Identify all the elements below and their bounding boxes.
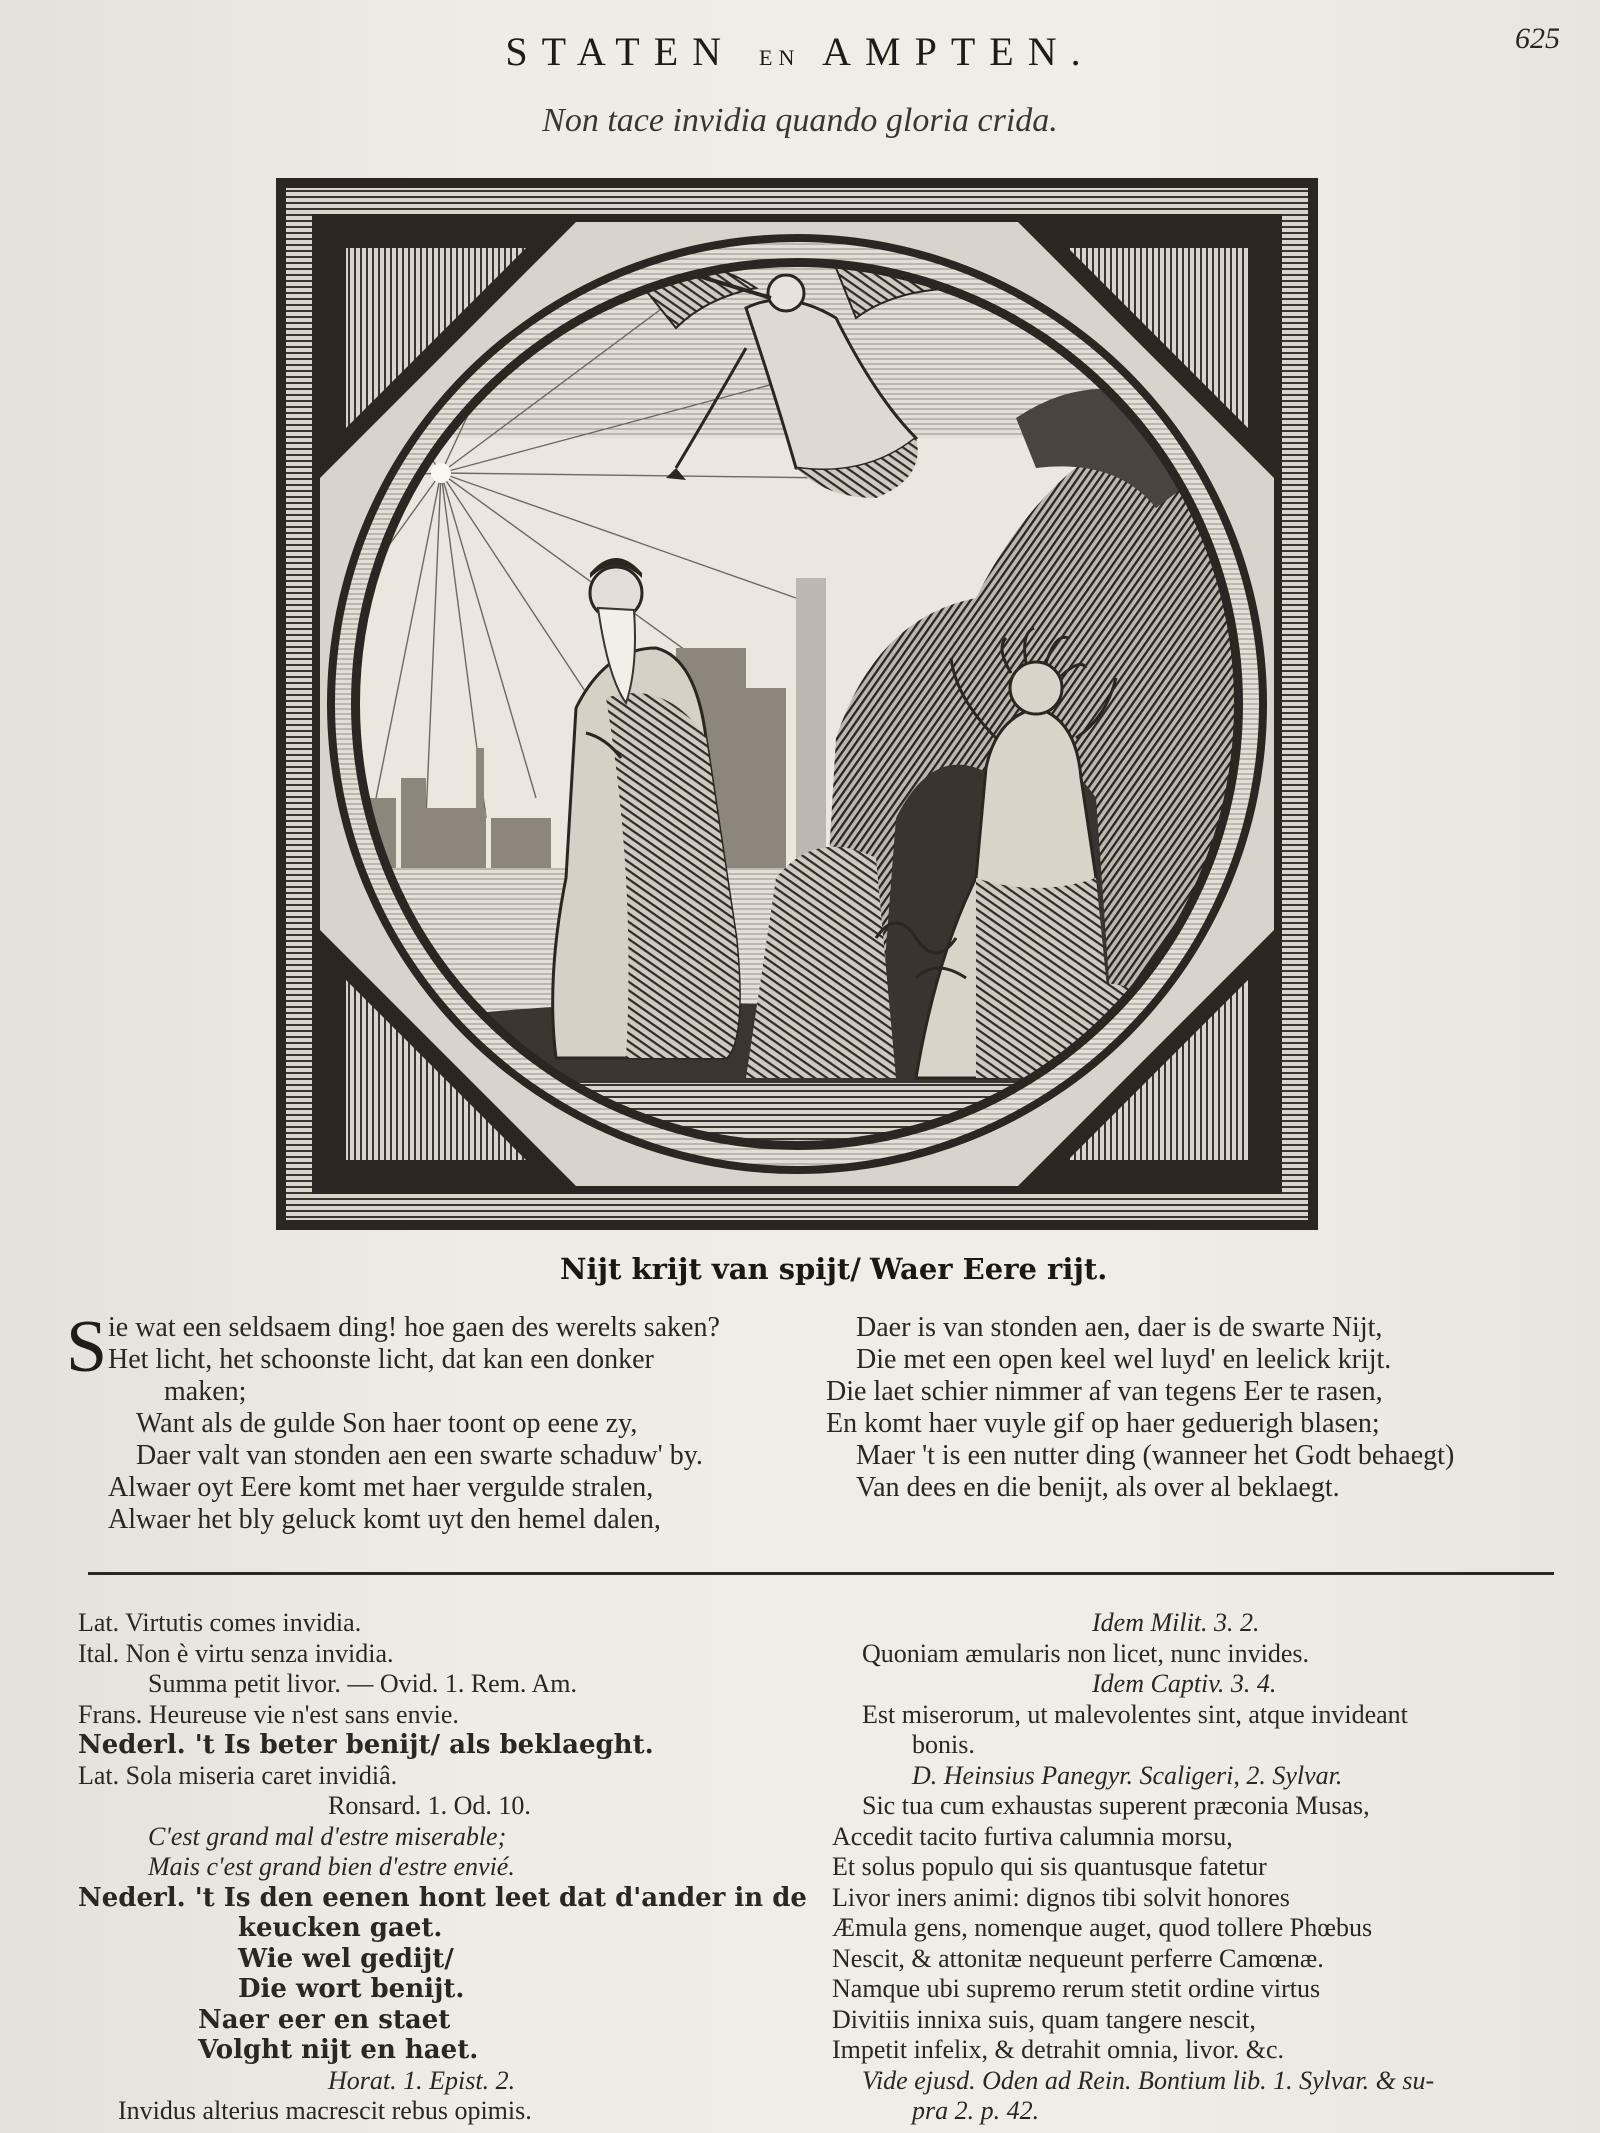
verse-right-line: Die met een open keel wel luyd' en leelick krijt. <box>856 1344 1392 1375</box>
verse-right-line: Van dees en die benijt, als over al beklaegt. <box>856 1472 1340 1503</box>
notes-right-line: Vide ejusd. Oden ad Rein. Bontium lib. 1. Sylvar. & su- <box>862 2065 1435 2095</box>
running-head-mid: EN <box>759 45 801 70</box>
verse-left-line: Alwaer oyt Eere komt met haer vergulde stralen, <box>108 1472 654 1503</box>
notes-left-line: Invidus alterius macrescit rebus opimis. <box>118 2096 532 2125</box>
notes-left-line: Frans. Heureuse vie n'est sans envie. <box>78 1699 459 1729</box>
running-head-right: AMPTEN. <box>822 29 1095 74</box>
notes-right-line: Est miserorum, ut malevolentes sint, atque invideant <box>862 1699 1408 1729</box>
page-number: 625 <box>1515 22 1560 55</box>
notes-right-column <box>832 1608 1572 2127</box>
notes-left-line: Volght nijt en haet. <box>198 2035 479 2065</box>
notes-right-line: Æmula gens, nomenque auget, quod tollere Phœbus <box>832 1913 1373 1942</box>
notes-right-line: pra 2. p. 42. <box>912 2096 1040 2125</box>
verse-left-line: Want als de gulde Son haer toont op eene zy, <box>136 1408 638 1439</box>
notes-right-line: Et solus populo qui sis quantusque fatetur <box>832 1852 1267 1881</box>
emblem-engraving-icon <box>276 178 1318 1230</box>
notes-left-line: Wie wel gedijt/ <box>238 1943 454 1974</box>
notes-right-line: Idem Captiv. 3. 4. <box>1092 1669 1277 1698</box>
verse-right-line: Maer 't is een nutter ding (wanneer het Godt behaegt) <box>856 1440 1455 1471</box>
notes-right-line: Sic tua cum exhaustas superent præconia Musas, <box>862 1791 1370 1820</box>
motto: Non tace invidia quando gloria crida. <box>542 102 1058 139</box>
verse-left-line: Daer valt van stonden aen een swarte schaduw' by. <box>136 1440 703 1471</box>
verse-right-line: Daer is van stonden aen, daer is de swarte Nijt, <box>856 1312 1383 1343</box>
running-head <box>0 28 1600 75</box>
verse-right-column <box>826 1312 1566 1504</box>
notes-right-line: Quoniam æmularis non licet, nunc invides. <box>862 1638 1309 1668</box>
notes-right-line: Accedit tacito furtiva calumnia morsu, <box>832 1821 1233 1851</box>
notes-left-line: Die wort benijt. <box>238 1974 465 2004</box>
notes-right-line: Impetit infelix, & detrahit omnia, livor. &c. <box>832 2035 1285 2064</box>
verse-right-line: Die laet schier nimmer af van tegens Eer te rasen, <box>826 1376 1383 1407</box>
notes-left-line: Lat. Virtutis comes invidia. <box>78 1608 362 1637</box>
caption-left: Nijt krijt van spijt/ <box>560 1252 861 1286</box>
notes-right-line: D. Heinsius Panegyr. Scaligeri, 2. Sylvar. <box>912 1760 1343 1790</box>
notes-left-line: Ital. Non è virtu senza invidia. <box>78 1638 394 1668</box>
notes-left-line: Naer eer en staet <box>198 2004 451 2035</box>
notes-left-line: Summa petit livor. — Ovid. 1. Rem. Am. <box>148 1669 577 1698</box>
notes-left-line: Mais c'est grand bien d'estre envié. <box>148 1852 515 1881</box>
notes-right-line: Livor iners animi: dignos tibi solvit honores <box>832 1882 1290 1912</box>
verse-left-column <box>108 1312 808 1536</box>
notes-left-line: Nederl. 't Is beter benijt/ als beklaeght. <box>78 1730 654 1760</box>
notes-left-line: Ronsard. 1. Od. 10. <box>328 1791 531 1820</box>
notes-left-line: keucken gaet. <box>238 1913 443 1943</box>
caption-right: Waer Eere rijt. <box>870 1252 1108 1286</box>
verse-left-line: Alwaer het bly geluck komt uyt den hemel dalen, <box>108 1504 661 1535</box>
notes-right-line: Idem Milit. 3. 2. <box>1092 1608 1260 1637</box>
notes-left-line: Horat. 1. Epist. 2. <box>328 2065 516 2095</box>
notes-right-line: Nescit, & attonitæ nequeunt perferre Camœnæ. <box>832 1943 1324 1973</box>
notes-left-line: C'est grand mal d'estre miserable; <box>148 1821 507 1851</box>
notes-right-line: bonis. <box>912 1730 975 1759</box>
drop-cap: S <box>66 1306 108 1388</box>
notes-left-line: Nederl. 't Is den eenen hont leet dat d'ander in de <box>78 1882 807 1913</box>
verse-left-line: ie wat een seldsaem ding! hoe gaen des werelts saken? <box>108 1312 720 1343</box>
notes-left-column <box>78 1608 818 2127</box>
notes-right-line: Divitiis innixa suis, quam tangere nescit, <box>832 2004 1256 2034</box>
emblem-caption <box>0 1252 1600 1292</box>
notes-left-line: Lat. Sola miseria caret invidiâ. <box>78 1760 398 1790</box>
verse-left-line: maken; <box>164 1376 247 1407</box>
verse-left-line: Het licht, het schoonste licht, dat kan een donker <box>108 1344 654 1375</box>
running-head-left: STATEN <box>505 29 736 74</box>
verse-right-line: En komt haer vuyle gif op haer geduerigh blasen; <box>826 1408 1380 1439</box>
notes-right-line: Namque ubi supremo rerum stetit ordine virtus <box>832 1974 1321 2003</box>
divider-rule <box>88 1572 1554 1575</box>
